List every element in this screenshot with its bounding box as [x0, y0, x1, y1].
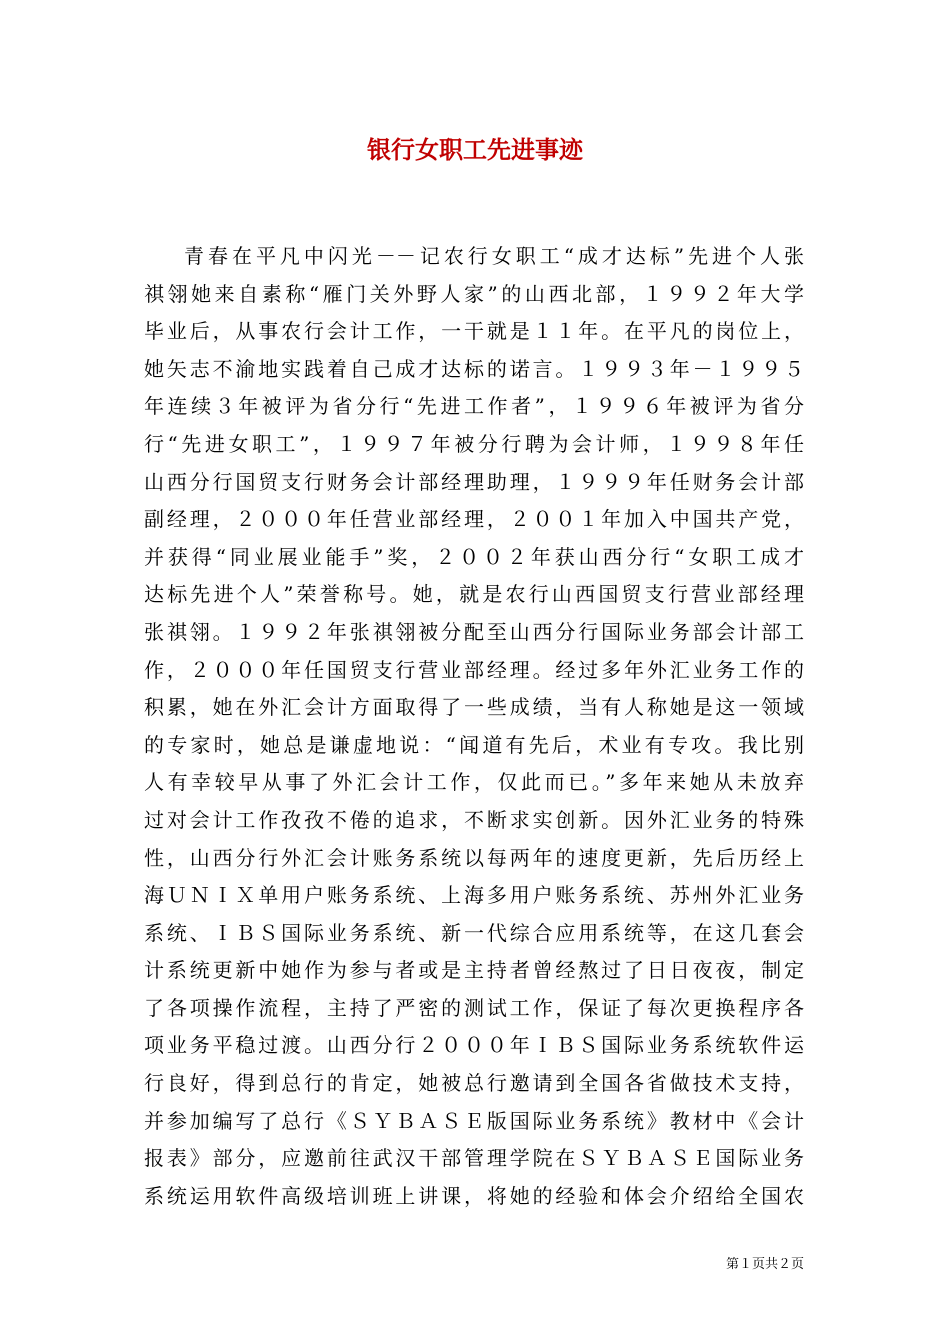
body-line: 祺翎她来自素称“雁门关外野人家”的山西北部，１９９２年大学 [144, 281, 804, 306]
body-line: 人有幸较早从事了外汇会计工作，仅此而已。”多年来她从未放弃 [144, 770, 804, 795]
body-line: 系统运用软件高级培训班上讲课，将她的经验和体会介绍给全国农 [144, 1183, 804, 1208]
body-line: 报表》部分，应邀前往武汉干部管理学院在ＳＹＢＡＳＥ国际业务 [144, 1146, 804, 1171]
document-title: 银行女职工先进事迹 [367, 135, 583, 164]
body-line: 年连续３年被评为省分行“先进工作者”，１９９６年被评为省分 [144, 394, 804, 419]
body-line: 作，２０００年任国贸支行营业部经理。经过多年外汇业务工作的 [144, 657, 804, 682]
body-line: 海ＵＮＩＸ单用户账务系统、上海多用户账务系统、苏州外汇业务 [144, 883, 804, 908]
body-line: 过对会计工作孜孜不倦的追求，不断求实创新。因外汇业务的特殊 [144, 807, 804, 832]
body-line: 行良好，得到总行的肯定，她被总行邀请到全国各省做技术支持， [144, 1071, 804, 1096]
body-line: 毕业后，从事农行会计工作，一干就是１１年。在平凡的岗位上， [144, 319, 804, 344]
body-line: 了各项操作流程，主持了严密的测试工作，保证了每次更换程序各 [144, 995, 804, 1020]
body-line: 系统、ＩＢＳ国际业务系统、新一代综合应用系统等，在这几套会 [144, 920, 804, 945]
body-line: 计系统更新中她作为参与者或是主持者曾经熬过了日日夜夜，制定 [144, 958, 804, 983]
body-line: 项业务平稳过渡。山西分行２０００年ＩＢＳ国际业务系统软件运 [144, 1033, 804, 1058]
body-line: 行“先进女职工”，１９９７年被分行聘为会计师，１９９８年任 [144, 431, 804, 456]
page-number: 第１页共２页 [725, 1257, 804, 1272]
body-line: 并获得“同业展业能手”奖，２００２年获山西分行“女职工成才 [144, 544, 804, 569]
document-body [144, 238, 804, 1215]
body-line: 山西分行国贸支行财务会计部经理助理，１９９９年任财务会计部 [144, 469, 804, 494]
body-line: 副经理，２０００年任营业部经理，２００１年加入中国共产党， [144, 507, 804, 532]
body-line: 的专家时，她总是谦虚地说：“闻道有先后，术业有专攻。我比别 [144, 732, 804, 757]
body-line: 达标先进个人”荣誉称号。她，就是农行山西国贸支行营业部经理 [144, 582, 804, 607]
body-line: 积累，她在外汇会计方面取得了一些成绩，当有人称她是这一领域 [144, 695, 804, 720]
body-line: 她矢志不渝地实践着自己成才达标的诺言。１９９３年－１９９５ [144, 356, 804, 381]
body-line: 张祺翎。１９９２年张祺翎被分配至山西分行国际业务部会计部工 [144, 619, 804, 644]
body-line: 性，山西分行外汇会计账务系统以每两年的速度更新，先后历经上 [144, 845, 804, 870]
body-line: 并参加编写了总行《ＳＹＢＡＳＥ版国际业务系统》教材中《会计 [144, 1108, 804, 1133]
body-line: 青春在平凡中闪光－－记农行女职工“成才达标”先进个人张 [184, 244, 804, 268]
